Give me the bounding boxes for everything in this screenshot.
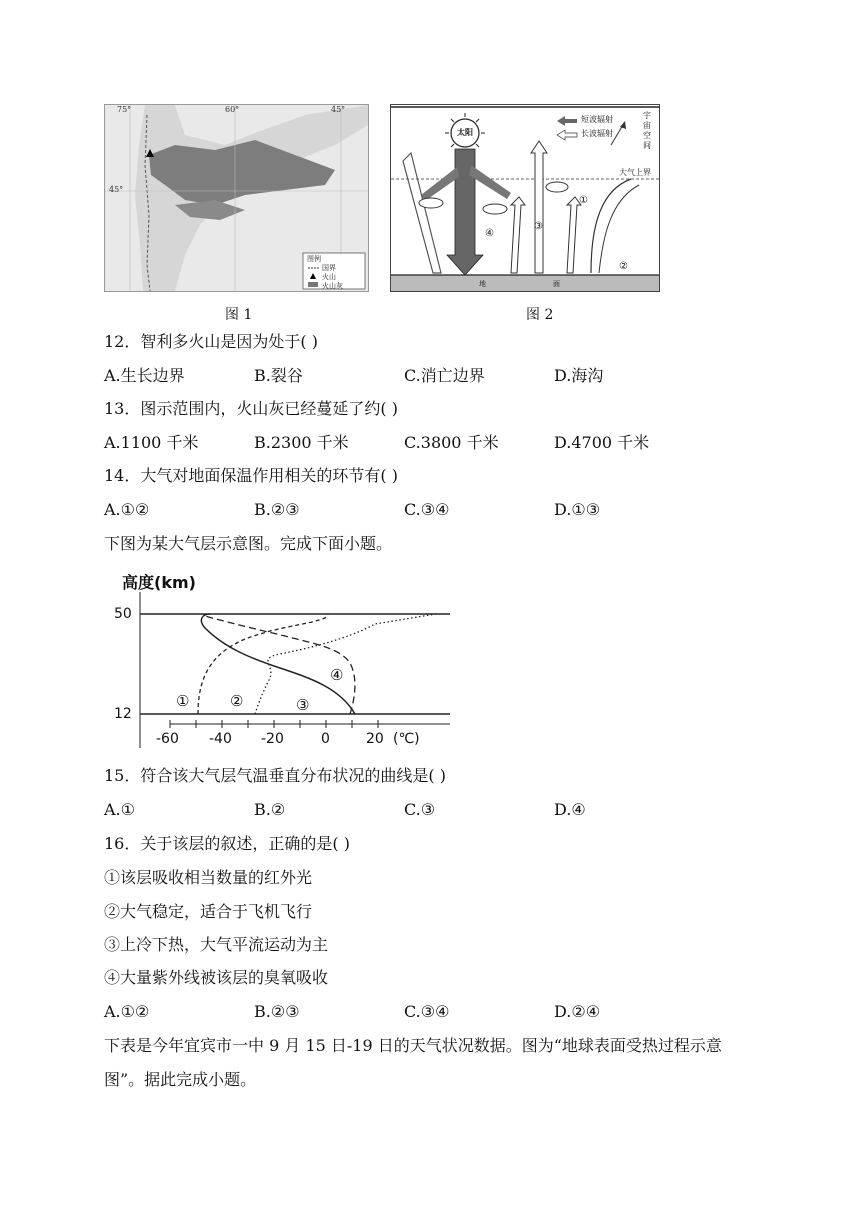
sun-label: 太阳 — [457, 127, 473, 137]
legend-item-ash: 火山灰 — [322, 282, 343, 290]
q16-statement-4: ④大量紫外线被该层的臭氧吸收 — [104, 968, 329, 987]
curve-label-4: ④ — [330, 666, 344, 684]
q16-statement-3: ③上冷下热，大气平流运动为主 — [104, 935, 329, 954]
curve-label-3: ③ — [296, 696, 310, 714]
q13-option-c[interactable]: C.3800 千米 — [404, 433, 499, 452]
q16-option-b[interactable]: B.②③ — [254, 1002, 300, 1021]
q16-statement-1: ①该层吸收相当数量的红外光 — [104, 868, 313, 887]
ground-label-1: 地 — [479, 280, 486, 288]
q15-option-d[interactable]: D.④ — [554, 800, 586, 819]
question-15-stem: 15．符合该大气层气温垂直分布状况的曲线是( ) — [104, 766, 446, 785]
table-intro-line-2: 图”。据此完成小题。 — [104, 1070, 257, 1089]
curve-label-2: ② — [230, 692, 244, 710]
figure-1-map — [104, 104, 369, 292]
y-tick-12: 12 — [114, 706, 132, 722]
q16-option-a[interactable]: A.①② — [104, 1002, 150, 1021]
q16-option-d[interactable]: D.②④ — [554, 1002, 601, 1021]
ground-label-2: 面 — [553, 280, 560, 288]
question-13-stem: 13．图示范围内，火山灰已经蔓延了约( ) — [104, 399, 398, 418]
lon-label-75: 75° — [117, 105, 132, 114]
q13-option-b[interactable]: B.2300 千米 — [254, 433, 349, 452]
shortwave-arrow — [447, 149, 483, 275]
x-tick-20: 20 — [366, 731, 384, 747]
question-16-stem: 16．关于该层的叙述，正确的是( ) — [104, 834, 350, 853]
x-tick-neg20: -20 — [261, 731, 284, 747]
q14-option-a[interactable]: A.①② — [104, 500, 150, 519]
space-label: 宇宙空间 — [643, 111, 651, 150]
x-tick-neg40: -40 — [209, 731, 232, 747]
question-12-stem: 12．智利多火山是因为处于( ) — [104, 332, 318, 351]
q14-option-c[interactable]: C.③④ — [404, 500, 450, 519]
figure-3-atmosphere — [110, 568, 460, 752]
q15-option-c[interactable]: C.③ — [404, 800, 436, 819]
q12-option-b[interactable]: B.裂谷 — [254, 366, 303, 385]
legend-item-volcano: 火山 — [322, 273, 336, 281]
table-intro-line-1: 下表是今年宜宾市一中 9 月 15 日-19 日的天气状况数据。图为“地球表面受热过程示意 — [104, 1036, 722, 1055]
y-tick-50: 50 — [114, 606, 132, 622]
y-axis-label: 高度(km) — [122, 573, 196, 592]
lat-label-45: 45° — [109, 185, 124, 194]
atmosphere-graphic — [110, 568, 460, 752]
marker-1: ① — [579, 195, 588, 206]
x-unit: (℃) — [393, 731, 420, 747]
curve-4 — [205, 616, 355, 714]
x-tick-neg60: -60 — [156, 731, 179, 747]
upper-boundary-label: 大气上界 — [619, 168, 651, 177]
legend-item-border: 国界 — [322, 264, 336, 272]
legend-title: 图例 — [307, 255, 321, 263]
x-tick-0: 0 — [321, 731, 330, 747]
figure-2-diagram — [390, 104, 660, 292]
q15-option-b[interactable]: B.② — [254, 800, 286, 819]
q14-option-d[interactable]: D.①③ — [554, 500, 601, 519]
marker-3: ③ — [534, 221, 543, 232]
figure-1-caption: 图 1 — [225, 307, 253, 323]
q16-statement-2: ②大气稳定，适合于飞机飞行 — [104, 902, 313, 921]
q15-option-a[interactable]: A.① — [104, 800, 135, 819]
lon-label-45: 45° — [331, 105, 346, 114]
marker-2: ② — [619, 261, 628, 272]
q14-option-b[interactable]: B.②③ — [254, 500, 300, 519]
legend-longwave: 长波辐射 — [581, 129, 613, 138]
question-14-stem: 14．大气对地面保温作用相关的环节有( ) — [104, 466, 398, 485]
q12-option-a[interactable]: A.生长边界 — [104, 366, 185, 385]
q12-option-d[interactable]: D.海沟 — [554, 366, 604, 385]
curve-label-1: ① — [176, 692, 190, 710]
q13-option-d[interactable]: D.4700 千米 — [554, 433, 650, 452]
atmosphere-intro: 下图为某大气层示意图。完成下面小题。 — [104, 534, 393, 553]
marker-4: ④ — [485, 228, 494, 239]
q13-option-a[interactable]: A.1100 千米 — [104, 433, 199, 452]
lon-label-60: 60° — [225, 105, 240, 114]
q12-option-c[interactable]: C.消亡边界 — [404, 366, 485, 385]
legend-shortwave: 短波辐射 — [581, 115, 613, 124]
figure-2-caption: 图 2 — [526, 307, 554, 323]
q16-option-c[interactable]: C.③④ — [404, 1002, 450, 1021]
curve-2 — [255, 614, 436, 714]
